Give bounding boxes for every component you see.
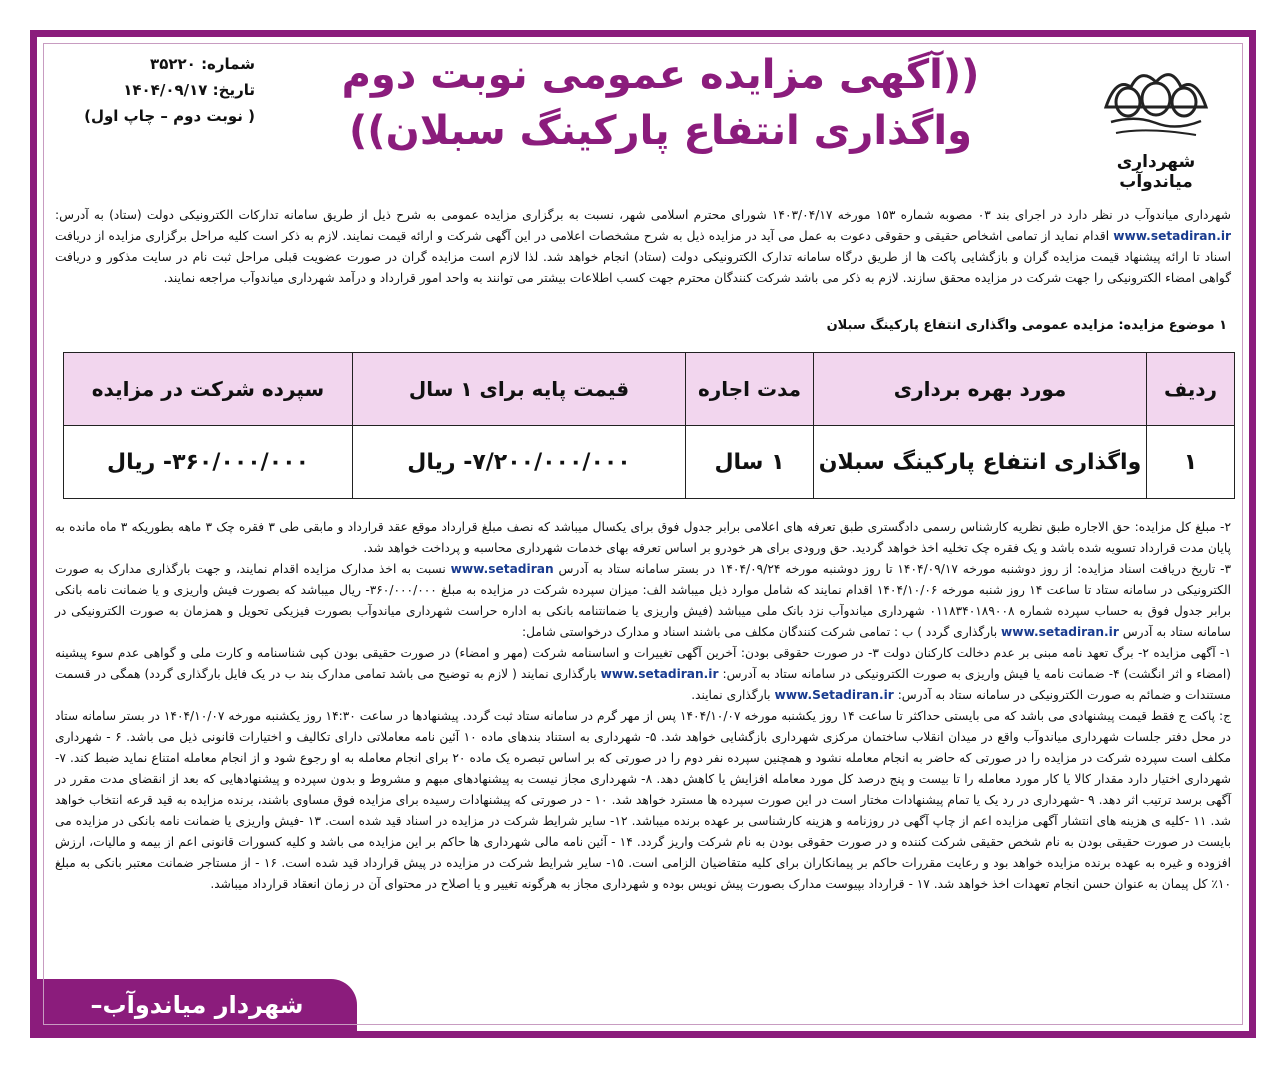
mayor-signature: شهردار میاندوآب– محمدزاده xyxy=(37,979,357,1031)
setadiran-link[interactable]: www.setadiran.ir xyxy=(600,667,719,681)
publication-round: ( نوبت دوم – چاپ اول) xyxy=(84,107,255,125)
col-utilization-item: مورد بهره برداری xyxy=(814,353,1147,426)
setadiran-link[interactable]: www.Setadiran.ir xyxy=(774,688,894,702)
condition-2: ۲- مبلغ کل مزایده: حق الاجاره طبق نظریه کارشناس رسمی دادگستری طبق تعرفه های اعلامی برابر جدول فوق برای یکسال میباشد که نصف مبلغ قرارداد موقع عقد قرارداد و مابقی طی ۳ فقره چک ۳ ماهه بطوریکه ۳ ماه مانده به پایان مدت قرارداد تسویه شده باشد و یک فقره چک تخلیه اخذ خواهد گردید. حق ورودی برای هر خودرو بر اساس تعرفه بهای خدمات شهرداری محاسبه و پرداخت خواهد شد. xyxy=(55,520,1231,555)
table-row xyxy=(64,426,1235,499)
municipality-header xyxy=(1081,47,1231,192)
condition-3-text-c: بارگذاری گردد ) ب : تمامی شرکت کنندگان مکلف می باشند اسناد و مدارک درخواستی شامل: xyxy=(522,625,998,639)
col-base-price: قیمت پایه برای ۱ سال xyxy=(353,353,686,426)
auction-items-table xyxy=(63,352,1235,499)
setadiran-link[interactable]: www.setadiran.ir xyxy=(1113,229,1232,243)
municipality-logo-icon xyxy=(1096,47,1216,142)
date-label: تاریخ: xyxy=(212,81,255,99)
col-deposit: سپرده شرکت در مزایده xyxy=(64,353,353,426)
cell-row-number: ۱ xyxy=(1147,426,1235,499)
conditions-section xyxy=(55,517,1231,895)
condition-3 xyxy=(55,559,1231,643)
condition-3-text-b: نسبت به اخذ مدارک مزایده اقدام نمایند، و جهت بارگذاری مدارک به صورت الکترونیکی در سامانه ستاد تا ساعت ۱۴ روز شنبه مورخه ۱۴۰۴/۱۰/۰۶ اقدام نمایند که شامل موارد ذیل میباشد الف: میزان سپرده شرکت در مزایده به مبلغ ۳۶۰/۰۰۰/۰۰۰- ریال میباشد که بصورت فیش واریزی و یا ضمانت نامه بانکی برابر جدول فوق به حساب سپرده شماره ۰۱۱۸۳۴۰۱۸۹۰۰۸ شهرداری میاندوآب نزد بانک ملی میباشد (فیش واریزی یا ضمانتنامه بانکی به اداره حراست شهرداری میاندوآب بصورت فیزیکی تحویل و همزمان به صورت الکترونیکی در سامانه ستاد به آدرس xyxy=(55,562,1231,639)
auction-subject: ۱ موضوع مزایده: مزایده عمومی واگذاری انتفاع پارکینگ سبلان xyxy=(826,318,1227,333)
condition-3-text-a: ۳- تاریخ دریافت اسناد مزایده: از روز دوشنبه مورخه ۱۴۰۴/۰۹/۱۷ تا روز دوشنبه مورخه ۱۴۰۴/۰۹/۲۴ در بستر سامانه ستاد به آدرس xyxy=(558,562,1232,576)
organization-name: شهرداری میاندوآب xyxy=(1116,152,1196,192)
cell-utilization-item: واگذاری انتفاع پارکینگ سبلان xyxy=(814,426,1147,499)
condition-documents xyxy=(55,643,1231,706)
col-lease-term: مدت اجاره xyxy=(686,353,814,426)
intro-text-1: شهرداری میاندوآب در نظر دارد در اجرای بند ۰۳ مصوبه شماره ۱۵۳ مورخه ۱۴۰۳/۰۴/۱۷ شورای محترم اسلامی شهر، نسبت به برگزاری مزایده عمومی به شرح ذیل از طریق سامانه تدارکات الکترونیکی دولت (ستاد) به آدرس: xyxy=(55,208,1232,222)
condition-documents-text-b: بارگذاری نمایند ( لازم به توضیح می باشد تمامی مدارک بند ب در یک فایل بارگذاری گردد) همگی در قسمت مستندات و ضمائم به صورت الکترونیکی در سامانه ستاد به آدرس: xyxy=(55,667,1231,702)
condition-documents-text-c: بارگذاری نمایند. xyxy=(691,688,771,702)
intro-text-2: اقدام نماید از تمامی اشخاص حقیقی و حقوقی دعوت به عمل می آید در مزایده ذیل به شرح مشخصات اعلامی در این آگهی شرکت و ارائه قیمت نمایند. لازم به ذکر است کلیه مراحل برگزاری مزایده از دریافت اسناد تا ارائه پیشنهاد قیمت مزایده گران و بازگشایی پاکت ها از طریق درگاه سامانه تدارک الکترونیکی دولت (ستاد) انجام خواهد شد. لذا لازم است مزایده گران در صورت عضویت قبلی مراحل ثبت نام در سایت مذکور و دریافت گواهی امضاء الکترونیکی را جهت شرکت در مزایده محقق سازند. لازم به ذکر می باشد شرکت کنندگان محترم جهت کسب اطلاعات بیشتر می توانند به واحد امور قرارداد و درآمد شهرداری میاندوآب مراجعه نمایند. xyxy=(55,229,1231,285)
col-row-number: ردیف xyxy=(1147,353,1235,426)
condition-envelope-c: ج: پاکت ج فقط قیمت پیشنهادی می باشد که می بایستی حداکثر تا ساعت ۱۴ روز یکشنبه مورخه ۱۴۰۴/۱۰/۰۷ پس از مهر گرم در سامانه ستاد ثبت گردد. پیشنهادها در ساعت ۱۴:۳۰ روز یکشنبه مورخه ۱۴۰۴/۱۰/۰۷ در بستر سامانه ستاد در محل دفتر جلسات شهرداری میاندوآب واقع در میدان انقلاب ساختمان مرکزی شهرداری بازگشایی خواهد شد. ۵- شهرداری به استناد بندهای ماده ۱۰ آئین نامه معاملاتی دارای تکالیف و اختیارات قانونی ذیل می باشد. ۶ - شهرداری مکلف است سپرده شرکت در مزایده را در صورتی که حاضر به انجام معامله نشود و همچنین سپرده نفر دوم را در صورتی که بر اساس تبصره یک ماده ۲۰ برای انجام معامله به او رجوع شود و از انجام معامله امتناع نماید ضبط کند. ۷- شهرداری اختیار دارد مقدار کالا یا کار مورد معامله را تا بیست و پنج درصد کل مورد معامله افزایش یا کاهش دهد. ۸- شهرداری مجاز نیست به پیشنهادهای مبهم و مشروط و بدون سپرده و پیشنهادهایی که بعد از انقضای مدت مقرر در آگهی برسد ترتیب اثر دهد. ۹ -شهرداری در رد یک یا تمام پیشنهادات مختار است در این صورت سپرده ها مسترد خواهد شد. ۱۰ - در صورتی که پیشنهادات رسیده برای مزایده فوق مساوی باشند، برنده مزایده به قید قرعه انتخاب خواهد شد. ۱۱ -کلیه ی هزینه های انتشار آگهی مزایده اعم از چاپ آگهی در روزنامه و هزینه کارشناسی بر عهده برنده میباشد. ۱۲- سایر شرایط شرکت در مزایده در اسناد قید شده است. ۱۳ -فیش واریزی یا ضمانت نامه بانکی در مزایده می بایست در صورت حقیقی بودن به نام شخص حقیقی شرکت کننده و در صورت حقوقی بودن به نام شرکت واریز گردد. ۱۴ - آئین نامه مالی شهرداری ها حاکم بر این مزایده می باشد و کلیه کسورات قانونی اعم از بیمه و مالیات، ارزش افزوده و غیره به عهده برنده مزایده خواهد بود و رعایت مقررات حاکم بر پیمانکاران برای کلیه متقاضیان الزامی است. ۱۵- سایر شرایط شرکت در مزایده در پیش قرارداد قید شده است. ۱۶ - از مستاجر ضمانت معتبر بانکی به مبلغ ۱۰٪ کل پیمان به عنوان حسن انجام تعهدات اخذ خواهد شد. ۱۷ - قرارداد بپیوست مدارک بصورت پیش نویس بوده و شهرداری مجاز به هرگونه تغییر و یا اصلاح در محتوای آن در زمان انعقاد قرارداد میباشد. xyxy=(55,709,1232,891)
cell-lease-term: ۱ سال xyxy=(686,426,814,499)
setadiran-link[interactable]: www.setadiran.ir xyxy=(1001,625,1119,639)
document-meta xyxy=(55,51,255,129)
document-number: ۳۵۲۲۰ xyxy=(150,55,196,73)
announcement-title: ((آگهی مزایده عمومی نوبت دوم واگذاری انتفاع پارکینگ سبلان)) xyxy=(341,52,980,154)
table-header-row xyxy=(64,353,1235,426)
number-label: شماره: xyxy=(201,55,255,73)
condition-documents-text-a: ۱- آگهی مزایده ۲- برگ تعهد نامه مبنی بر عدم دخالت کارکنان دولت ۳- در صورت حقوقی بودن: آخرین آگهی تغییرات و اساسنامه شرکت (مهر و امضاء) در صورت حقیقی بودن کپی شناسنامه و کارت ملی و گواهی عدم سوء پیشینه (امضاء و اثر انگشت) ۴- ضمانت نامه یا فیش واریزی به صورت الکترونیکی در سامانه ستاد به آدرس: xyxy=(55,646,1232,681)
cell-deposit: ۳۶۰/۰۰۰/۰۰۰- ریال xyxy=(64,426,353,499)
cell-base-price: ۷/۲۰۰/۰۰۰/۰۰۰- ریال xyxy=(353,426,686,499)
intro-paragraph xyxy=(55,205,1231,289)
setadiran-link[interactable]: www.setadiran xyxy=(450,562,554,576)
document-date: ۱۴۰۴/۰۹/۱۷ xyxy=(123,81,208,99)
announcement-frame xyxy=(30,30,1256,1071)
